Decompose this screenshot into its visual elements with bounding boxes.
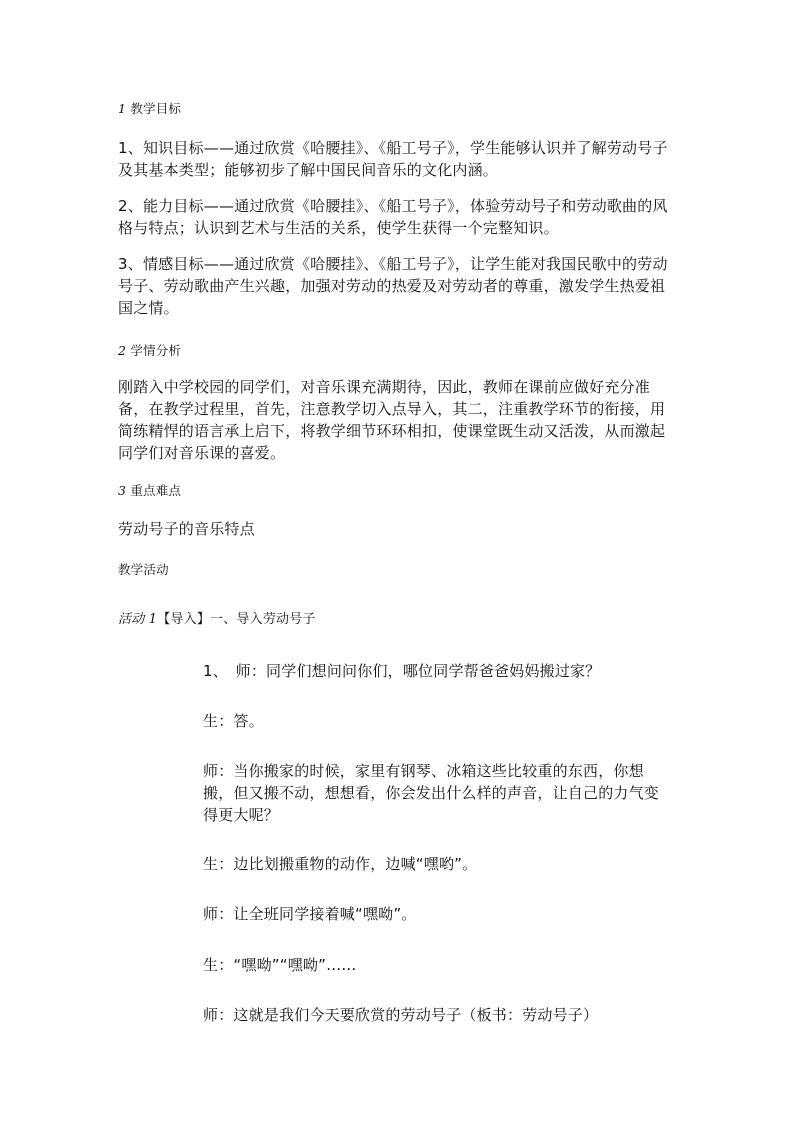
- goal-ability: 2、能力目标——通过欣赏《哈腰挂》、《船工号子》，体验劳动号子和劳动歌曲的风格与特点；认识到艺术与生活的关系，使学生获得一个完整知识。: [118, 197, 668, 237]
- section-title: 重点难点: [126, 483, 182, 498]
- section-title: 学情分析: [126, 343, 182, 358]
- activities-heading: 教学活动: [118, 562, 169, 577]
- activity-1-heading: [118, 611, 678, 629]
- activity-title: 【导入】一、导入劳动号子: [157, 612, 316, 627]
- dialogue-line-3: 师：当你搬家的时候，家里有钢琴、冰箱这些比较重的东西，你想搬，但又搬不动，想想看，你会发出什么样的声音，让自己的力气变得更大呢？: [203, 762, 660, 824]
- dialogue-line-5: 师：让全班同学接着喊“嘿呦”。: [203, 905, 417, 923]
- dialogue-line-6: 生：“嘿呦”“嘿呦”……: [203, 956, 357, 974]
- dialogue-line-7: 师：这就是我们今天要欣赏的劳动号子（板书：劳动号子）: [203, 1006, 599, 1024]
- activity-label: 活动 1: [118, 612, 158, 627]
- section-heading-goals: [118, 100, 678, 118]
- dialogue-line-4: 生：边比划搬重物的动作，边喊“嘿哟”。: [203, 855, 478, 873]
- section-title: 教学目标: [126, 101, 182, 116]
- section-number: 1: [118, 101, 127, 116]
- keypoint-text: 劳动号子的音乐特点: [118, 520, 255, 538]
- dialogue-line-1: 1、 师：同学们想问问你们，哪位同学帮爸爸妈妈搬过家？: [203, 662, 601, 680]
- dialogue-line-2: 生：答。: [203, 712, 264, 730]
- section-heading-analysis: [118, 342, 678, 360]
- student-analysis-paragraph: 刚踏入中学校园的同学们，对音乐课充满期待，因此，教师在课前应做好充分准备，在教学过程里，首先，注意教学切入点导入，其二，注重教学环节的衔接，用简练精悍的语言承上启下，将教学细节环环相扣，使课堂既生动又活泼，从而激起同学们对音乐课的喜爱。: [118, 378, 666, 462]
- goal-emotion: 3、情感目标——通过欣赏《哈腰挂》、《船工号子》，让学生能对我国民歌中的劳动号子、劳动歌曲产生兴趣，加强对劳动的热爱及对劳动者的尊重，激发学生热爱祖国之情。: [118, 255, 668, 317]
- section-number: 3: [118, 483, 127, 498]
- section-heading-keypoints: [118, 482, 678, 500]
- goal-knowledge: 1、知识目标——通过欣赏《哈腰挂》、《船工号子》，学生能够认识并了解劳动号子及其基本类型；能够初步了解中国民间音乐的文化内涵。: [118, 139, 668, 179]
- section-number: 2: [118, 343, 127, 358]
